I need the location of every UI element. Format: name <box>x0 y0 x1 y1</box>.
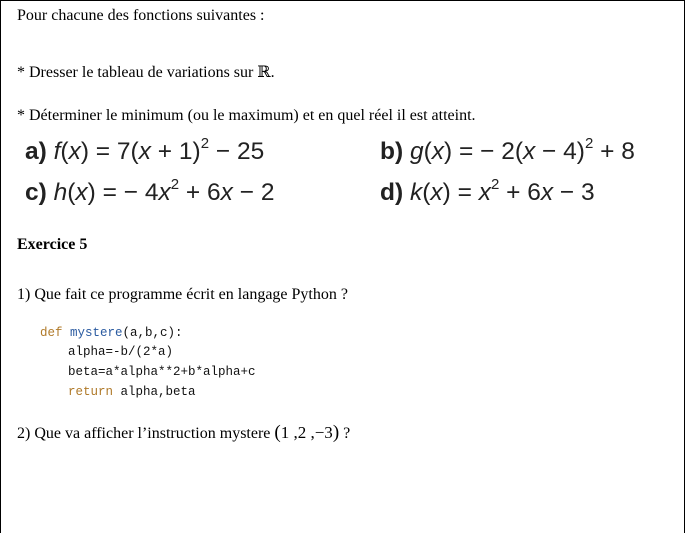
function-d: d) $k(x) = x^2 + 6x - 3$ <box>380 176 595 206</box>
question-2-args: 1 ,2 ,−3 <box>280 423 333 442</box>
question-2-prefix: 2) Que va afficher l’instruction mystere <box>17 425 271 442</box>
code-function-name: mystere <box>70 326 123 340</box>
question-1: 1) Que fait ce programme écrit en langage Python ? <box>17 286 348 303</box>
code-return-values: alpha,beta <box>120 385 196 399</box>
exercise-title: Exercice 5 <box>17 236 88 253</box>
function-c: c) h(x) = − $4x^2 + 6x - 2$ <box>25 176 275 206</box>
code-line-4 <box>68 385 196 399</box>
question-2: 2) Que va afficher l’instruction mystere (1 ,2 ,−3) ? <box>17 422 351 443</box>
task-2: * Déterminer le minimum (ou le maximum) et en quel réel il est atteint. <box>17 107 476 124</box>
intro-text: Pour chacune des fonctions suivantes : <box>17 7 265 24</box>
code-line-3: beta=a*alpha**2+b*alpha+c <box>68 365 256 379</box>
code-def-keyword: def <box>40 326 63 340</box>
code-return-keyword: return <box>68 385 114 399</box>
code-signature: (a,b,c): <box>122 326 183 340</box>
code-line-1 <box>40 326 183 340</box>
task-1: * Dresser le tableau de variations sur ℝ. <box>17 64 275 81</box>
code-line-2: alpha=-b/(2*a) <box>68 345 174 359</box>
question-2-suffix: ? <box>343 425 351 442</box>
function-b: b) g(x) = − $2(x - 4)^2 + 8$ <box>380 135 635 165</box>
function-a: a) $f(x) = 7(x + 1)^2 - 25$ <box>25 135 265 165</box>
